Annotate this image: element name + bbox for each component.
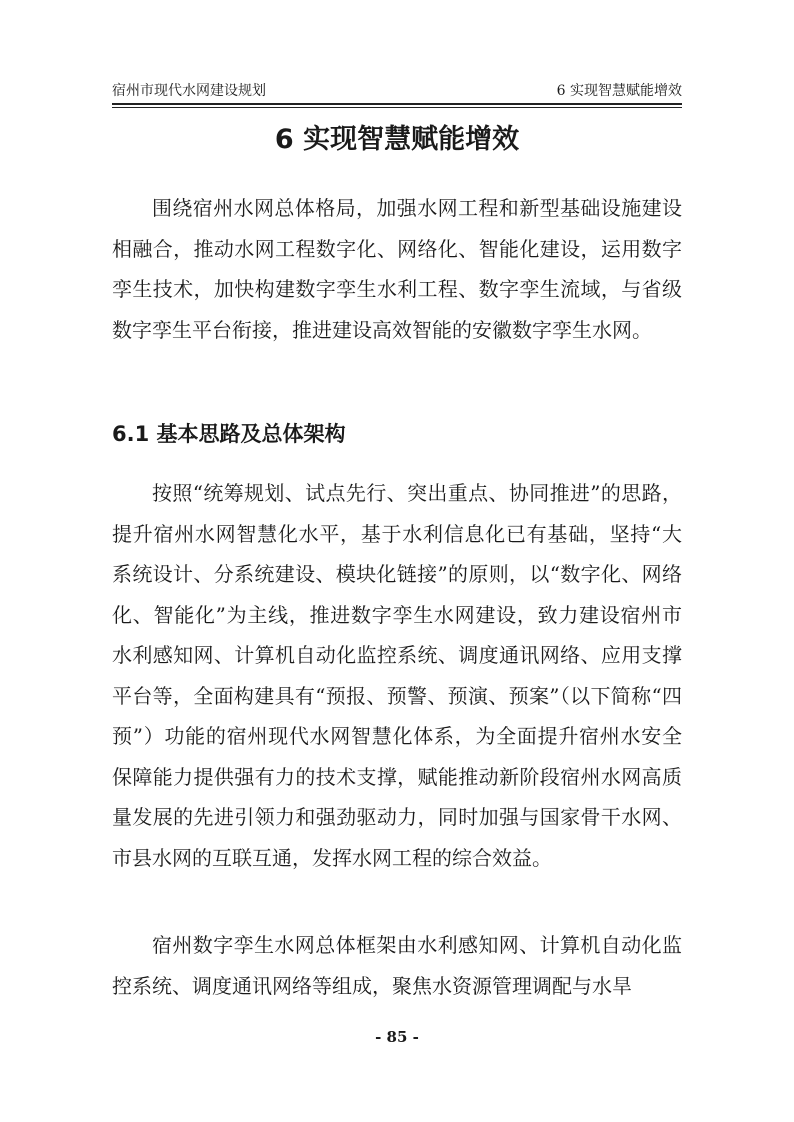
page-number: - 85 - xyxy=(375,1028,419,1046)
body-paragraph-intro: 围绕宿州水网总体格局，加强水网工程和新型基础设施建设相融合，推动水网工程数字化、网络化、智能化建设，运用数字孪生技术，加快构建数字孪生水利工程、数字孪生流域，与省级数字孪生平台衔接，推进建设高效智能的安徽数字孪生水网。 xyxy=(112,196,682,342)
section-heading: 6.1 基本思路及总体架构 xyxy=(112,422,346,446)
body-paragraph-approach: 按照“统筹规划、试点先行、突出重点、协同推进”的思路，提升宿州水网智慧化水平，基于水利信息化已有基础，坚持“大系统设计、分系统建设、模块化链接”的原则，以“数字化、网络化、智能化”为主线，推进数字孪生水网建设，致力建设宿州市水利感知网、计算机自动化监控系统、调度通讯网络、应用支撑平台等，全面构建具有“预报、预警、预演、预案”（以下简称“四预”）功能的宿州现代水网智慧化体系，为全面提升宿州水安全保障能力提供强有力的技术支撑，赋能推动新阶段宿州水网高质量发展的先进引领力和强劲驱动力，同时加强与国家骨干水网、市县水网的互联互通，发挥水网工程的综合效益。 xyxy=(112,481,682,870)
chapter-title: 6 实现智慧赋能增效 xyxy=(274,124,520,155)
running-header xyxy=(112,80,682,104)
header-chapter-title: 6 实现智慧赋能增效 xyxy=(556,83,682,99)
header-rule-thin xyxy=(112,107,682,108)
header-document-title: 宿州市现代水网建设规划 xyxy=(112,83,266,99)
body-paragraph-framework: 宿州数字孪生水网总体框架由水利感知网、计算机自动化监控系统、调度通讯网络等组成，聚焦水资源管理调配与水旱 xyxy=(112,933,682,998)
header-rule xyxy=(112,103,682,105)
